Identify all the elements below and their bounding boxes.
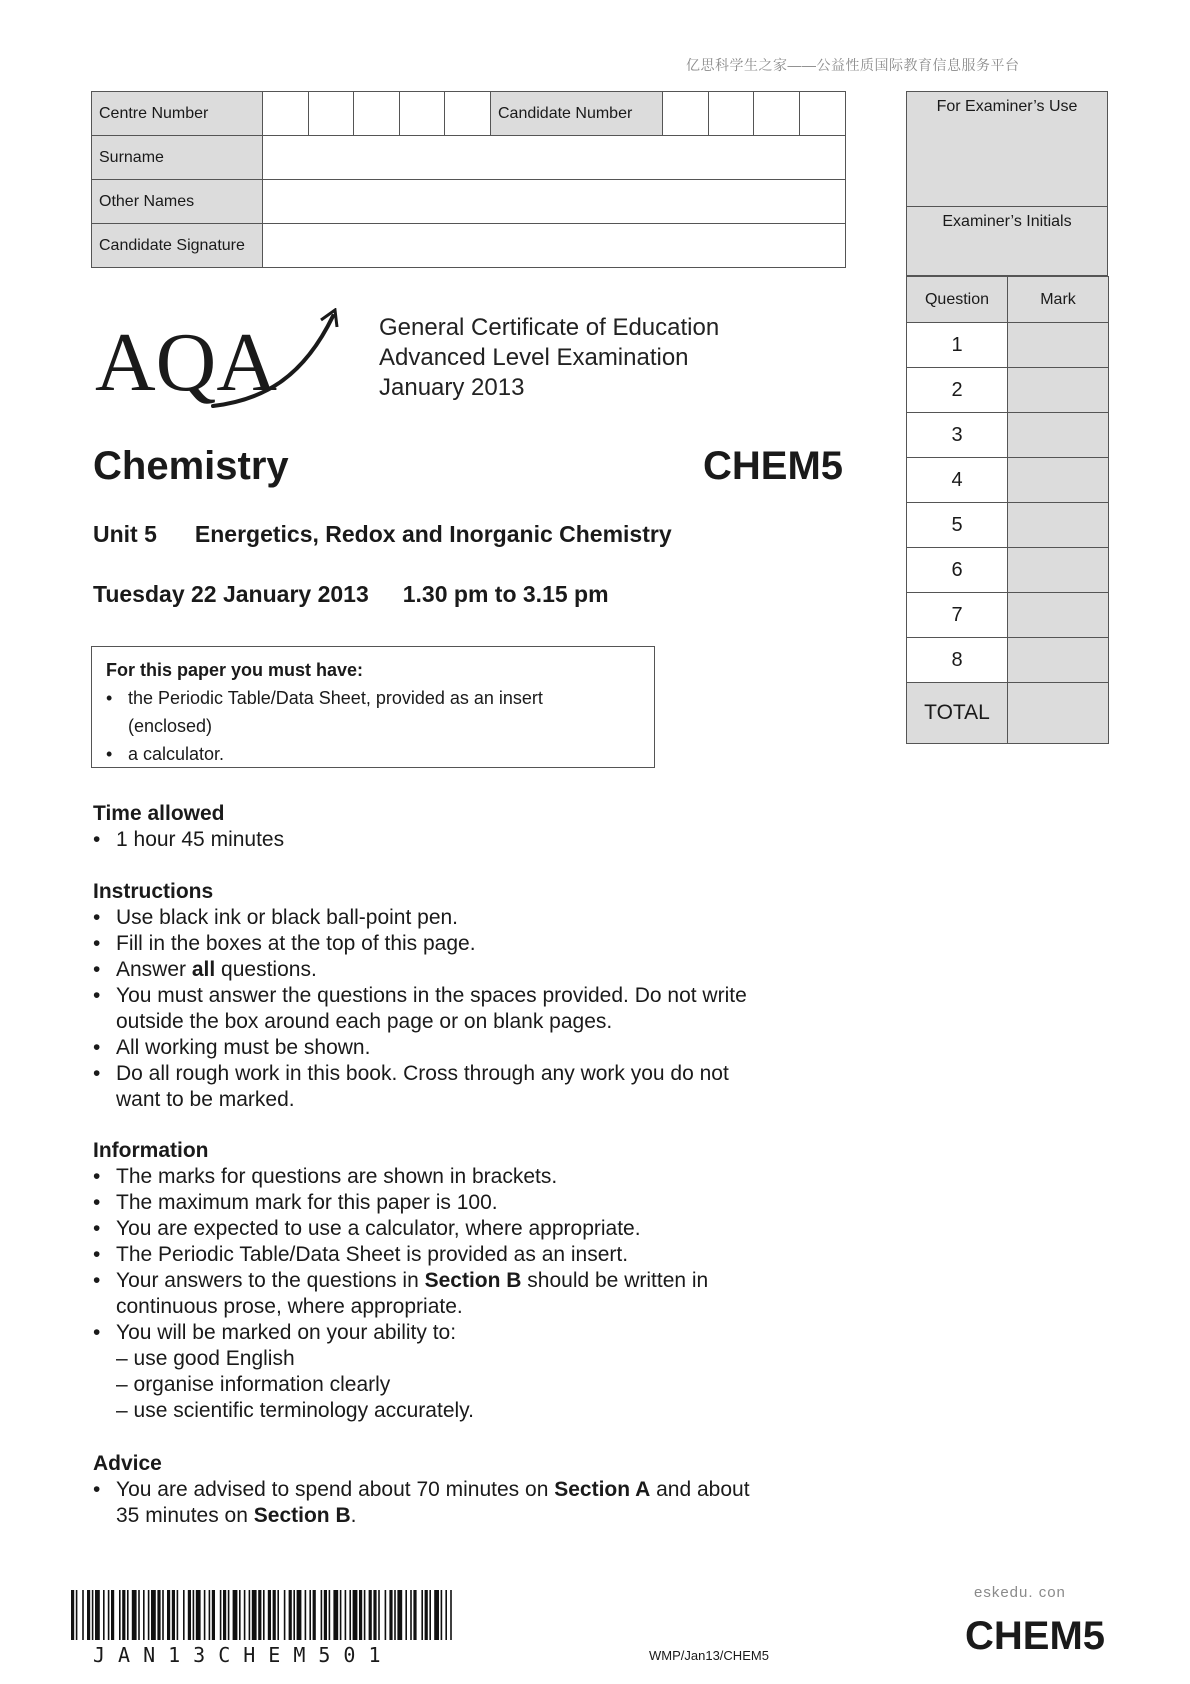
- question-number: 1: [907, 323, 1008, 368]
- barcode-bar: [273, 1590, 276, 1640]
- text-run: 35 minutes on: [116, 1504, 254, 1527]
- text-line: • Do all rough work in this book. Cross through any work you do not: [116, 1062, 729, 1085]
- barcode-bar: [172, 1590, 175, 1640]
- centre-number-box[interactable]: [400, 92, 445, 136]
- barcode-bar: [373, 1590, 376, 1640]
- centre-number-box[interactable]: [354, 92, 400, 136]
- section-heading: Time allowed: [93, 802, 225, 825]
- barcode-bar: [324, 1590, 327, 1640]
- required-materials-box: [91, 646, 655, 768]
- candidate-number-box[interactable]: [663, 92, 709, 136]
- barcode-bar: [177, 1590, 179, 1640]
- total-mark-cell[interactable]: [1008, 683, 1109, 744]
- required-materials-heading: For this paper you must have:: [106, 660, 364, 680]
- barcode-bar: [92, 1590, 94, 1640]
- text-run: and about: [650, 1478, 750, 1501]
- examiner-initials-field[interactable]: [906, 207, 1108, 276]
- barcode-bar: [183, 1590, 185, 1640]
- mark-header: Mark: [1008, 277, 1109, 323]
- barcode-bar: [212, 1590, 215, 1640]
- advice-section: [93, 1451, 813, 1529]
- mark-cell[interactable]: [1008, 593, 1109, 638]
- barcode-bar: [333, 1590, 338, 1640]
- candidate-number-label: Candidate Number: [491, 92, 663, 136]
- certificate-line: Advanced Level Examination: [379, 344, 689, 371]
- barcode-bar: [405, 1590, 407, 1640]
- text-run: You are advised to spend about 70 minutes on: [116, 1478, 555, 1501]
- barcode-bar: [397, 1590, 402, 1640]
- barcode-bar: [249, 1590, 251, 1640]
- mark-cell[interactable]: [1008, 503, 1109, 548]
- barcode-bar: [204, 1590, 206, 1640]
- candidate-number-box[interactable]: [709, 92, 754, 136]
- barcode-bar: [429, 1590, 431, 1640]
- barcode-bar: [188, 1590, 191, 1640]
- barcode-bar: [263, 1590, 265, 1640]
- barcode-bar: [268, 1590, 271, 1640]
- barcode-bar: [425, 1590, 428, 1640]
- barcode-bar: [244, 1590, 246, 1640]
- barcode-bar: [87, 1590, 90, 1640]
- exam-time: 1.30 pm to 3.15 pm: [402, 581, 609, 607]
- barcode-bar: [95, 1590, 100, 1640]
- bullet-item: • You will be marked on your ability to:: [93, 1320, 813, 1346]
- barcode-text: JAN13CHEM501: [93, 1643, 394, 1667]
- text-line: • You must answer the questions in the spaces provided. Do not write: [116, 984, 747, 1007]
- mark-cell[interactable]: [1008, 638, 1109, 683]
- barcode-bar: [122, 1590, 125, 1640]
- barcode-bar: [340, 1590, 342, 1640]
- bullet-item: • You are expected to use a calculator, where appropriate.: [93, 1216, 813, 1242]
- barcode-bar: [359, 1590, 362, 1640]
- unit-title: Energetics, Redox and Inorganic Chemistry: [194, 521, 672, 547]
- certificate-block: [379, 313, 719, 403]
- barcode-bar: [345, 1590, 347, 1640]
- paper-code: CHEM5: [703, 444, 844, 488]
- aqa-logo: [93, 308, 343, 413]
- barcode-bar: [127, 1590, 129, 1640]
- barcode-bar: [157, 1590, 160, 1640]
- time-allowed-section: [93, 801, 813, 853]
- bullet-item: • The Periodic Table/Data Sheet is provided as an insert.: [93, 1242, 813, 1268]
- bold-text: Section B: [424, 1269, 522, 1292]
- barcode-bar: [103, 1590, 105, 1640]
- mark-cell[interactable]: [1008, 458, 1109, 503]
- barcode-bar: [421, 1590, 423, 1640]
- other-names-label: Other Names: [92, 180, 263, 224]
- mark-cell[interactable]: [1008, 323, 1109, 368]
- examiner-initials-label: Examiner’s Initials: [942, 213, 1072, 230]
- section-heading: Instructions: [93, 880, 214, 903]
- barcode-bar: [284, 1590, 286, 1640]
- question-number: 5: [907, 503, 1008, 548]
- text-run: questions.: [215, 958, 317, 981]
- barcode-bar: [329, 1590, 331, 1640]
- barcode-bar: [111, 1590, 114, 1640]
- centre-number-box[interactable]: [445, 92, 491, 136]
- text-run: Your answers to the questions in: [116, 1269, 425, 1292]
- bullet-item: [93, 1268, 813, 1320]
- barcode-bar: [162, 1590, 164, 1640]
- text-run: .: [350, 1504, 357, 1527]
- bullet-item: [93, 957, 813, 983]
- barcode-bar: [143, 1590, 145, 1640]
- required-item: [106, 684, 654, 740]
- barcode-bar: [441, 1590, 443, 1640]
- barcode-bar: [364, 1590, 366, 1640]
- section-heading: Information: [93, 1139, 209, 1162]
- barcode-bar: [119, 1590, 121, 1640]
- barcode-bar: [369, 1590, 372, 1640]
- mark-cell[interactable]: [1008, 413, 1109, 458]
- bullet-item: • 1 hour 45 minutes: [93, 827, 813, 853]
- barcode-bar: [151, 1590, 156, 1640]
- barcode-bar: [293, 1590, 295, 1640]
- barcode-bar: [108, 1590, 110, 1640]
- sub-item: – organise information clearly: [116, 1373, 391, 1396]
- barcode-bar: [410, 1590, 412, 1640]
- bullet-item: [93, 1477, 813, 1529]
- barcode: [71, 1590, 452, 1640]
- barcode-bar: [76, 1590, 78, 1640]
- section-heading: Advice: [93, 1452, 162, 1475]
- unit-number: Unit 5: [93, 521, 157, 547]
- bullet-item: • The marks for questions are shown in brackets.: [93, 1164, 813, 1190]
- other-names-field[interactable]: [263, 180, 846, 224]
- text-run: should be written in: [521, 1269, 709, 1292]
- footer-reference: WMP/Jan13/CHEM5: [649, 1648, 769, 1663]
- barcode-bar: [233, 1590, 238, 1640]
- required-item-text: (enclosed): [128, 716, 213, 736]
- candidate-details-table: [91, 91, 846, 268]
- paper-code-bottom: CHEM5: [965, 1614, 1106, 1658]
- barcode-bar: [445, 1590, 447, 1640]
- question-number: 6: [907, 548, 1008, 593]
- barcode-bar: [305, 1590, 307, 1640]
- barcode-bar: [309, 1590, 311, 1640]
- signature-field[interactable]: [263, 224, 846, 268]
- question-number: 7: [907, 593, 1008, 638]
- barcode-bar: [413, 1590, 416, 1640]
- certificate-line: January 2013: [379, 374, 525, 401]
- aqa-logo-text: AQA: [95, 316, 277, 408]
- barcode-bar: [297, 1590, 302, 1640]
- barcode-bar: [349, 1590, 351, 1640]
- certificate-line: General Certificate of Education: [379, 314, 720, 341]
- bullet-item: • Use black ink or black ball-point pen.: [93, 905, 813, 931]
- examiner-use-box: [906, 91, 1108, 744]
- question-header: Question: [907, 277, 1008, 323]
- text-run: Answer: [116, 958, 192, 981]
- barcode-bar: [277, 1590, 279, 1640]
- watermark-top: 亿思科学生之家——公益性质国际教育信息服务平台: [686, 57, 1020, 73]
- required-item: • a calculator.: [106, 740, 654, 768]
- examiner-use-label: For Examiner’s Use: [906, 91, 1108, 207]
- barcode-bar: [389, 1590, 392, 1640]
- barcode-bar: [239, 1590, 241, 1640]
- barcode-bar: [82, 1590, 84, 1640]
- barcode-bar: [196, 1590, 201, 1640]
- question-number: 3: [907, 413, 1008, 458]
- barcode-bar: [148, 1590, 150, 1640]
- exam-date: Tuesday 22 January 2013: [93, 581, 369, 607]
- instructions-section: [93, 879, 813, 1113]
- barcode-bar: [252, 1590, 257, 1640]
- exam-date-line: [93, 581, 609, 608]
- barcode-bar: [378, 1590, 380, 1640]
- barcode-bar: [450, 1590, 452, 1640]
- centre-number-box[interactable]: [263, 92, 309, 136]
- bold-text: all: [191, 958, 216, 981]
- barcode-bar: [209, 1590, 211, 1640]
- barcode-bar: [132, 1590, 137, 1640]
- sub-item: – use good English: [116, 1347, 295, 1370]
- marks-table: [906, 276, 1109, 744]
- question-number: 4: [907, 458, 1008, 503]
- bullet-item: [93, 1061, 813, 1113]
- bold-text: Section B: [253, 1504, 351, 1527]
- signature-label: Candidate Signature: [92, 224, 263, 268]
- bullet-item: • All working must be shown.: [93, 1035, 813, 1061]
- unit-line: [93, 521, 672, 548]
- bullet-item: [93, 983, 813, 1035]
- barcode-bar: [258, 1590, 261, 1640]
- candidate-number-box[interactable]: [800, 92, 846, 136]
- centre-number-label: Centre Number: [92, 92, 263, 136]
- centre-number-box[interactable]: [309, 92, 354, 136]
- sub-item: – use scientific terminology accurately.: [116, 1399, 474, 1422]
- watermark-bottom: eskedu. con: [974, 1584, 1066, 1601]
- barcode-bar: [167, 1590, 170, 1640]
- required-item-text: • the Periodic Table/Data Sheet, provided as an insert: [128, 688, 543, 708]
- barcode-bar: [394, 1590, 396, 1640]
- barcode-bar: [220, 1590, 222, 1640]
- barcode-bar: [228, 1590, 230, 1640]
- barcode-bar: [71, 1590, 74, 1640]
- barcode-bar: [138, 1590, 140, 1640]
- bullet-item: • Fill in the boxes at the top of this page.: [93, 931, 813, 957]
- surname-field[interactable]: [263, 136, 846, 180]
- barcode-bar: [353, 1590, 358, 1640]
- mark-cell[interactable]: [1008, 548, 1109, 593]
- barcode-bar: [313, 1590, 316, 1640]
- text-line: want to be marked.: [116, 1088, 295, 1111]
- question-number: 2: [907, 368, 1008, 413]
- barcode-bar: [385, 1590, 387, 1640]
- text-line: continuous prose, where appropriate.: [116, 1295, 463, 1318]
- barcode-bar: [321, 1590, 323, 1640]
- mark-cell[interactable]: [1008, 368, 1109, 413]
- barcode-bar: [223, 1590, 226, 1640]
- information-section: [93, 1138, 813, 1424]
- bold-text: Section A: [554, 1478, 651, 1501]
- subject-title: Chemistry: [93, 444, 289, 488]
- surname-label: Surname: [92, 136, 263, 180]
- total-label: TOTAL: [907, 683, 1008, 744]
- barcode-bar: [289, 1590, 292, 1640]
- question-number: 8: [907, 638, 1008, 683]
- text-line: outside the box around each page or on blank pages.: [116, 1010, 613, 1033]
- barcode-bar: [193, 1590, 195, 1640]
- candidate-number-box[interactable]: [754, 92, 800, 136]
- barcode-bar: [434, 1590, 439, 1640]
- bullet-item: • The maximum mark for this paper is 100.: [93, 1190, 813, 1216]
